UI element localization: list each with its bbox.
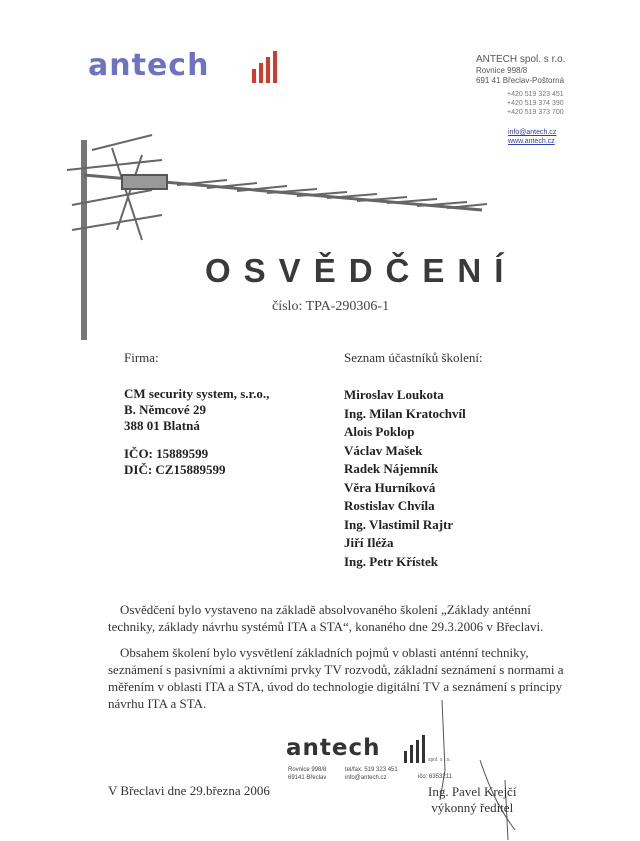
phone-line: +420 519 374 390 bbox=[507, 100, 564, 107]
stamp-contact bbox=[345, 766, 398, 782]
handwritten-signature bbox=[420, 700, 530, 840]
email-link[interactable]: info@antech.cz bbox=[508, 129, 557, 136]
stamp-address-line: Rovnice 998/8 bbox=[288, 767, 327, 773]
address-line: Rovnice 998/8 bbox=[476, 66, 528, 75]
paragraph-text: Osvědčení bylo vystaveno na základě absolvovaného školení „Základy anténní techniky, základy návrhu systémů ITA a STA“, konaného dne 29.3.2006 v Břeclavi. bbox=[108, 602, 544, 634]
company-name: ANTECH spol. s r.o. bbox=[476, 54, 566, 65]
certificate-title: OSVĚDČENÍ bbox=[205, 252, 517, 289]
participant-name: Radek Nájemník bbox=[344, 461, 439, 476]
participant-name: Miroslav Loukota bbox=[344, 387, 444, 402]
web-link[interactable]: www.antech.cz bbox=[508, 138, 555, 145]
participants-list bbox=[344, 386, 466, 571]
participants-label: Seznam účastníků školení: bbox=[344, 350, 483, 365]
ico: IČO: 15889599 bbox=[124, 446, 209, 461]
stamp-address bbox=[288, 766, 326, 782]
participant-name: Alois Poklop bbox=[344, 424, 415, 439]
phone-line: +420 519 323 451 bbox=[507, 91, 564, 98]
stamp-logo: antech bbox=[286, 735, 381, 761]
antech-logo: antech bbox=[88, 48, 210, 83]
participant-name: Václav Mašek bbox=[344, 442, 423, 458]
dic: DIČ: CZ15889599 bbox=[124, 462, 226, 477]
stamp-contact-line: info@antech.cz bbox=[345, 775, 387, 781]
participant-name: Rostislav Chvíla bbox=[344, 498, 435, 513]
participant-name: Ing. Milan Kratochvíl bbox=[344, 405, 466, 421]
signer-block bbox=[428, 784, 516, 816]
company-address bbox=[476, 54, 565, 86]
certificate-number: číslo: TPA-290306-1 bbox=[272, 299, 390, 314]
firma-line: 388 01 Blatná bbox=[124, 418, 200, 433]
participant-name: Věra Hurníková bbox=[344, 479, 436, 495]
stamp-contact-line: tel/fax: 519 323 451 bbox=[345, 767, 398, 773]
address-line: 691 41 Břeclav-Poštorná bbox=[476, 76, 565, 85]
place-date: V Břeclavi dne 29.března 2006 bbox=[108, 783, 270, 798]
firma-address bbox=[124, 386, 269, 434]
stamp-small-text: spol. s r.o. bbox=[428, 757, 451, 763]
phone-list bbox=[507, 90, 564, 117]
stamp-address-line: 69141 Břeclav bbox=[288, 775, 327, 781]
paragraph-issued bbox=[108, 601, 578, 635]
firma-line: CM security system, s.r.o., bbox=[124, 386, 270, 401]
signer-name: Ing. Pavel Krejčí bbox=[428, 784, 517, 799]
paragraph-text: Obsahem školení bylo vysvětlení základních pojmů v oblasti anténní techniky, seznámení s pasivními a aktivními prvky TV rozvodů, základní seznámení s normami a měřením v oblasti ITA a STA, úvod do technologie digitální TV a seznámení s principy návrhu ITA a STA. bbox=[108, 645, 564, 711]
firma-ids bbox=[124, 446, 225, 478]
logo-bars-icon bbox=[250, 47, 284, 83]
participant-name: Ing. Petr Křístek bbox=[344, 553, 438, 569]
contact-links bbox=[508, 128, 556, 146]
stamp-id: ičo: 6353211 bbox=[418, 774, 452, 780]
signer-role: výkonný ředitel bbox=[431, 800, 514, 815]
firma-label: Firma: bbox=[124, 350, 159, 365]
firma-line: B. Němcové 29 bbox=[124, 402, 206, 417]
participant-name: Jiří Iléža bbox=[344, 535, 394, 550]
participant-name: Ing. Vlastimil Rajtr bbox=[344, 516, 454, 532]
phone-line: +420 519 373 700 bbox=[507, 109, 564, 116]
